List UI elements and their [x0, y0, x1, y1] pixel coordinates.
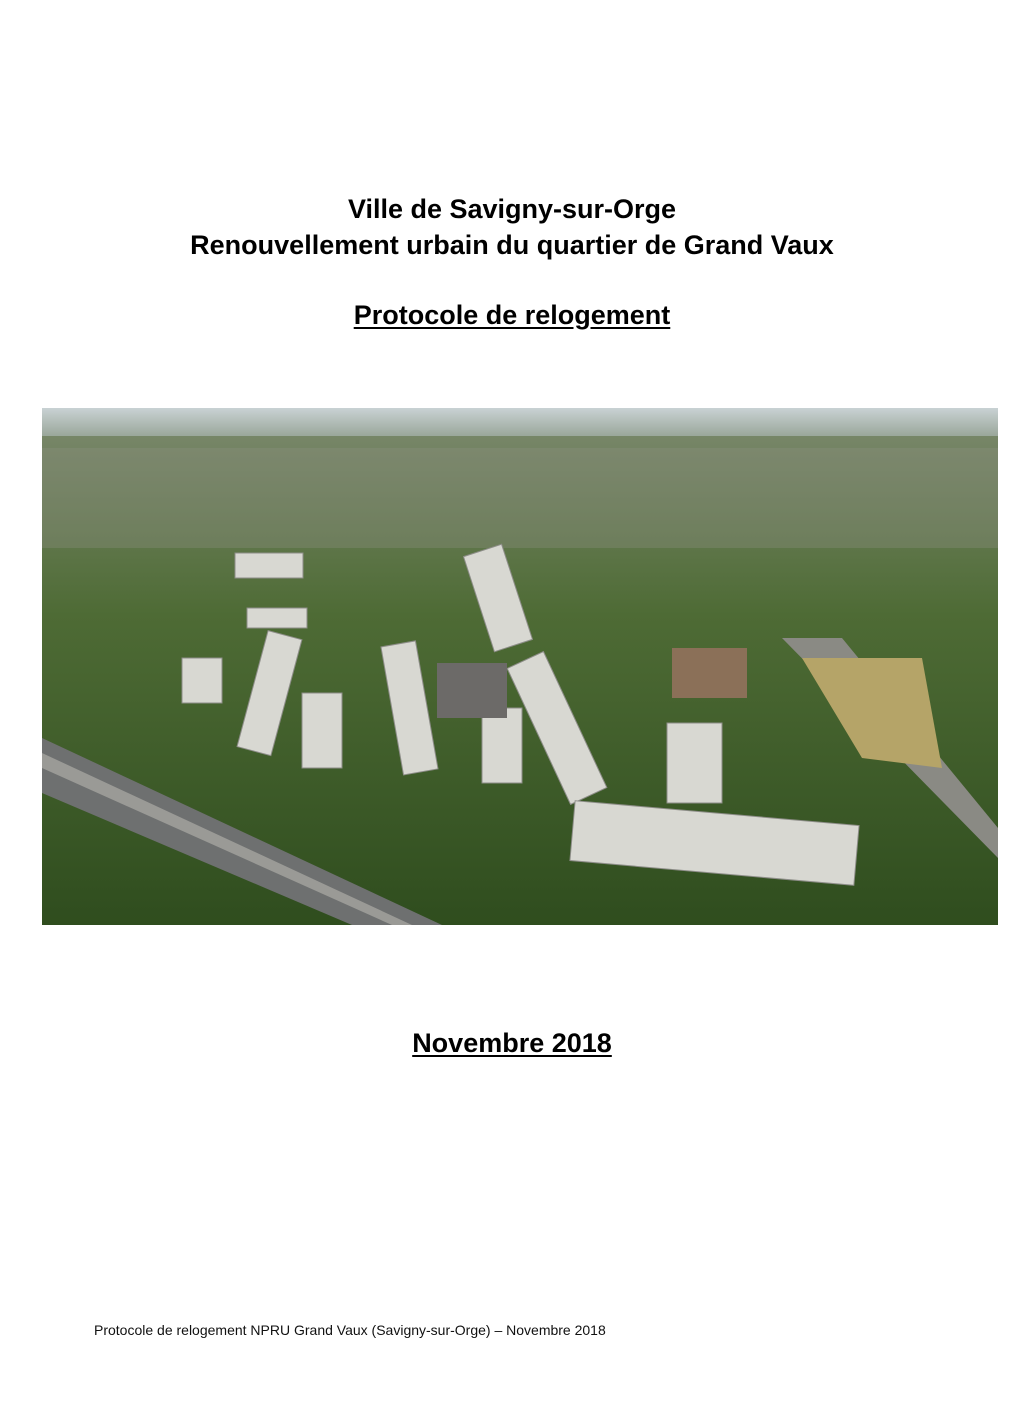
title-line-1: Ville de Savigny-sur-Orge [347, 194, 677, 224]
page-footer: Protocole de relogement NPRU Grand Vaux (Savigny-sur-Orge) – Novembre 2018 [94, 1322, 606, 1338]
aerial-photo [42, 408, 998, 925]
document-date: Novembre 2018 [412, 1028, 612, 1058]
title-line-2: Renouvellement urbain du quartier de Grand Vaux [190, 230, 834, 260]
subtitle: Protocole de relogement [353, 300, 671, 330]
